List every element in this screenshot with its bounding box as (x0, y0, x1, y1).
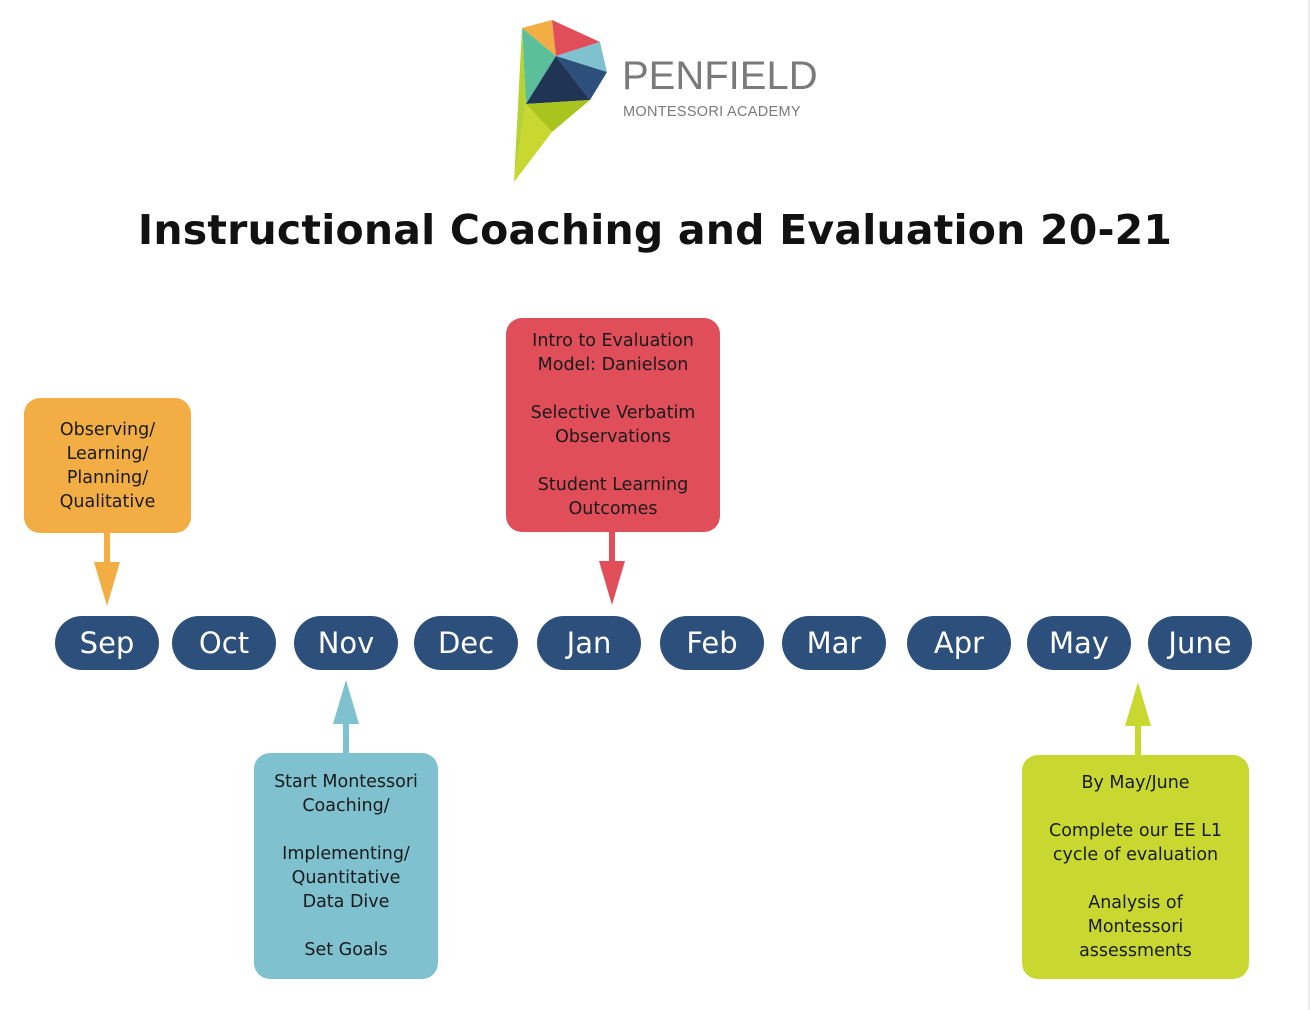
brand-subtitle: MONTESSORI ACADEMY (623, 104, 801, 120)
brand-name: PENFIELD (622, 54, 818, 98)
callout-sep (24, 398, 191, 533)
arrow-sep (94, 533, 120, 606)
arrow-may (1125, 682, 1151, 756)
arrow-nov (333, 680, 359, 754)
month-pill-nov: Nov (294, 616, 398, 670)
month-pill-apr: Apr (907, 616, 1011, 670)
callout-jan (506, 318, 720, 532)
callout-nov (254, 753, 438, 979)
arrow-jan (599, 532, 625, 605)
callout-may (1022, 755, 1249, 979)
callout-jan-text-2: Selective Verbatim Observations (530, 403, 696, 447)
page-title: Instructional Coaching and Evaluation 20-21 (137, 206, 1173, 254)
callout-nov-text-2: Implementing/ Quantitative Data Dive (282, 844, 410, 912)
month-pill-mar: Mar (782, 616, 886, 670)
month-pill-dec: Dec (414, 616, 518, 670)
month-pill-sep: Sep (55, 616, 159, 670)
callout-may-text-3: Analysis of Montessori assessments (1079, 893, 1192, 961)
callout-jan-text-1: Intro to Evaluation Model: Danielson (532, 331, 694, 375)
callout-nov-text-3: Set Goals (304, 940, 388, 960)
callout-may-text-2: Complete our EE L1 cycle of evaluation (1048, 821, 1223, 865)
callout-nov-text-1: Start Montessori Coaching/ (274, 772, 418, 816)
month-pill-may: May (1027, 616, 1131, 670)
month-pill-june: June (1148, 616, 1252, 670)
callout-jan-text-3: Student Learning Outcomes (537, 475, 689, 519)
callout-sep-text: Observing/ Learning/ Planning/ Qualitative (59, 419, 156, 512)
callout-may-text-1: By May/June (1081, 773, 1190, 793)
month-pill-oct: Oct (172, 616, 276, 670)
month-pill-feb: Feb (660, 616, 764, 670)
month-pill-jan: Jan (537, 616, 641, 670)
